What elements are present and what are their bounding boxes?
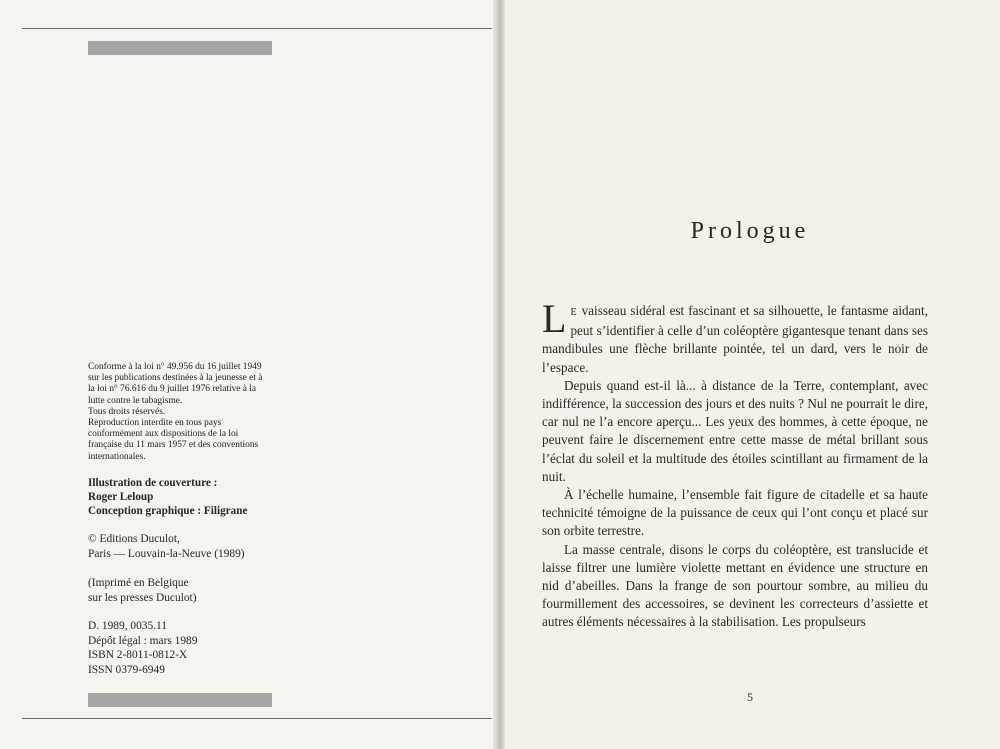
drop-cap: L xyxy=(542,296,567,341)
copyright-block xyxy=(88,532,328,561)
printed-line: sur les presses Duculot) xyxy=(88,591,197,604)
legal-notice xyxy=(88,362,278,463)
credits xyxy=(88,476,308,519)
book-gutter xyxy=(493,0,505,749)
legal-line: la loi n° 76.616 du 9 juillet 1976 relative à la xyxy=(88,384,257,395)
paragraph-text: vaisseau sidéral est fascinant et sa silhouette, le fantasme aidant, peut s’identifier à celle d’un coléoptère gigantesque tenant dans ses mandibules une flèche brillante pointée, tel un dard, vers le noir de l’espace. xyxy=(542,303,928,375)
copyright-line: © Editions Duculot, xyxy=(88,533,180,545)
top-rule xyxy=(22,28,492,29)
legal-line: lutte contre le tabagisme. xyxy=(88,395,183,406)
registration-line: ISBN 2-8011-0812-X xyxy=(88,649,188,662)
registration-line: D. 1989, 0035.11 xyxy=(88,620,167,632)
legal-line: conformément aux dispositions de la loi xyxy=(88,429,239,440)
copyright-line: Paris — Louvain-la-Neuve (1989) xyxy=(88,547,245,560)
registration-line: Dépôt légal : mars 1989 xyxy=(88,634,198,647)
legal-line: française du 11 mars 1957 et des conventions xyxy=(88,440,259,451)
top-grey-bar xyxy=(88,41,272,55)
bottom-rule xyxy=(22,718,492,719)
paragraph: Depuis quand est-il là... à distance de la Terre, contemplant, avec indifférence, la succession des jours et des nuits ? Nul ne pourrait le dire, car nul ne l’a encore aperçu... Les yeux des hommes, à cette époque, ne peuvent faire le discernement entre cette masse de métal brillant sous l’éclat du soleil et la multitude des étoiles scintillant au firmament de la nuit. xyxy=(542,377,928,484)
registration-block xyxy=(88,619,328,677)
legal-line: Reproduction interdite en tous pays xyxy=(88,418,222,429)
registration-line: ISSN 0379-6949 xyxy=(88,663,165,676)
chapter-title: Prologue xyxy=(690,218,810,244)
paragraph: La masse centrale, disons le corps du coléoptère, est translucide et laisse filtrer une lumière violette mettant en évidence une structure en nid d’abeilles. Dans la frange de son pourtour sombre, au milieu du fourmillement des accessoires, se devinent les correcteurs d’assiette et autres éléments nécessaires à la stabilisation. Les propulseurs xyxy=(542,541,928,630)
printed-line: (Imprimé en Belgique xyxy=(88,577,189,589)
paragraph xyxy=(542,296,928,377)
legal-line: sur les publications destinées à la jeunesse et à xyxy=(88,373,263,384)
legal-line: Conforme à la loi n° 49.956 du 16 juillet 1949 xyxy=(88,362,262,372)
credit-line: Roger Leloup xyxy=(88,491,154,504)
bottom-grey-bar xyxy=(88,693,272,707)
paragraph: À l’échelle humaine, l’ensemble fait figure de citadelle et sa haute technicité témoigne de la puissance de ceux qui l’ont conçu et placé sur son orbite terrestre. xyxy=(542,487,928,539)
first-word-smallcaps: E xyxy=(570,307,578,318)
printed-block xyxy=(88,576,328,605)
credit-line: Conception graphique : Filigrane xyxy=(88,505,248,518)
legal-line: internationales. xyxy=(88,451,146,462)
legal-line: Tous droits réservés. xyxy=(88,406,166,417)
credit-line: Illustration de couverture : xyxy=(88,477,218,489)
page-number: 5 xyxy=(747,690,753,704)
chapter-body xyxy=(542,296,928,632)
